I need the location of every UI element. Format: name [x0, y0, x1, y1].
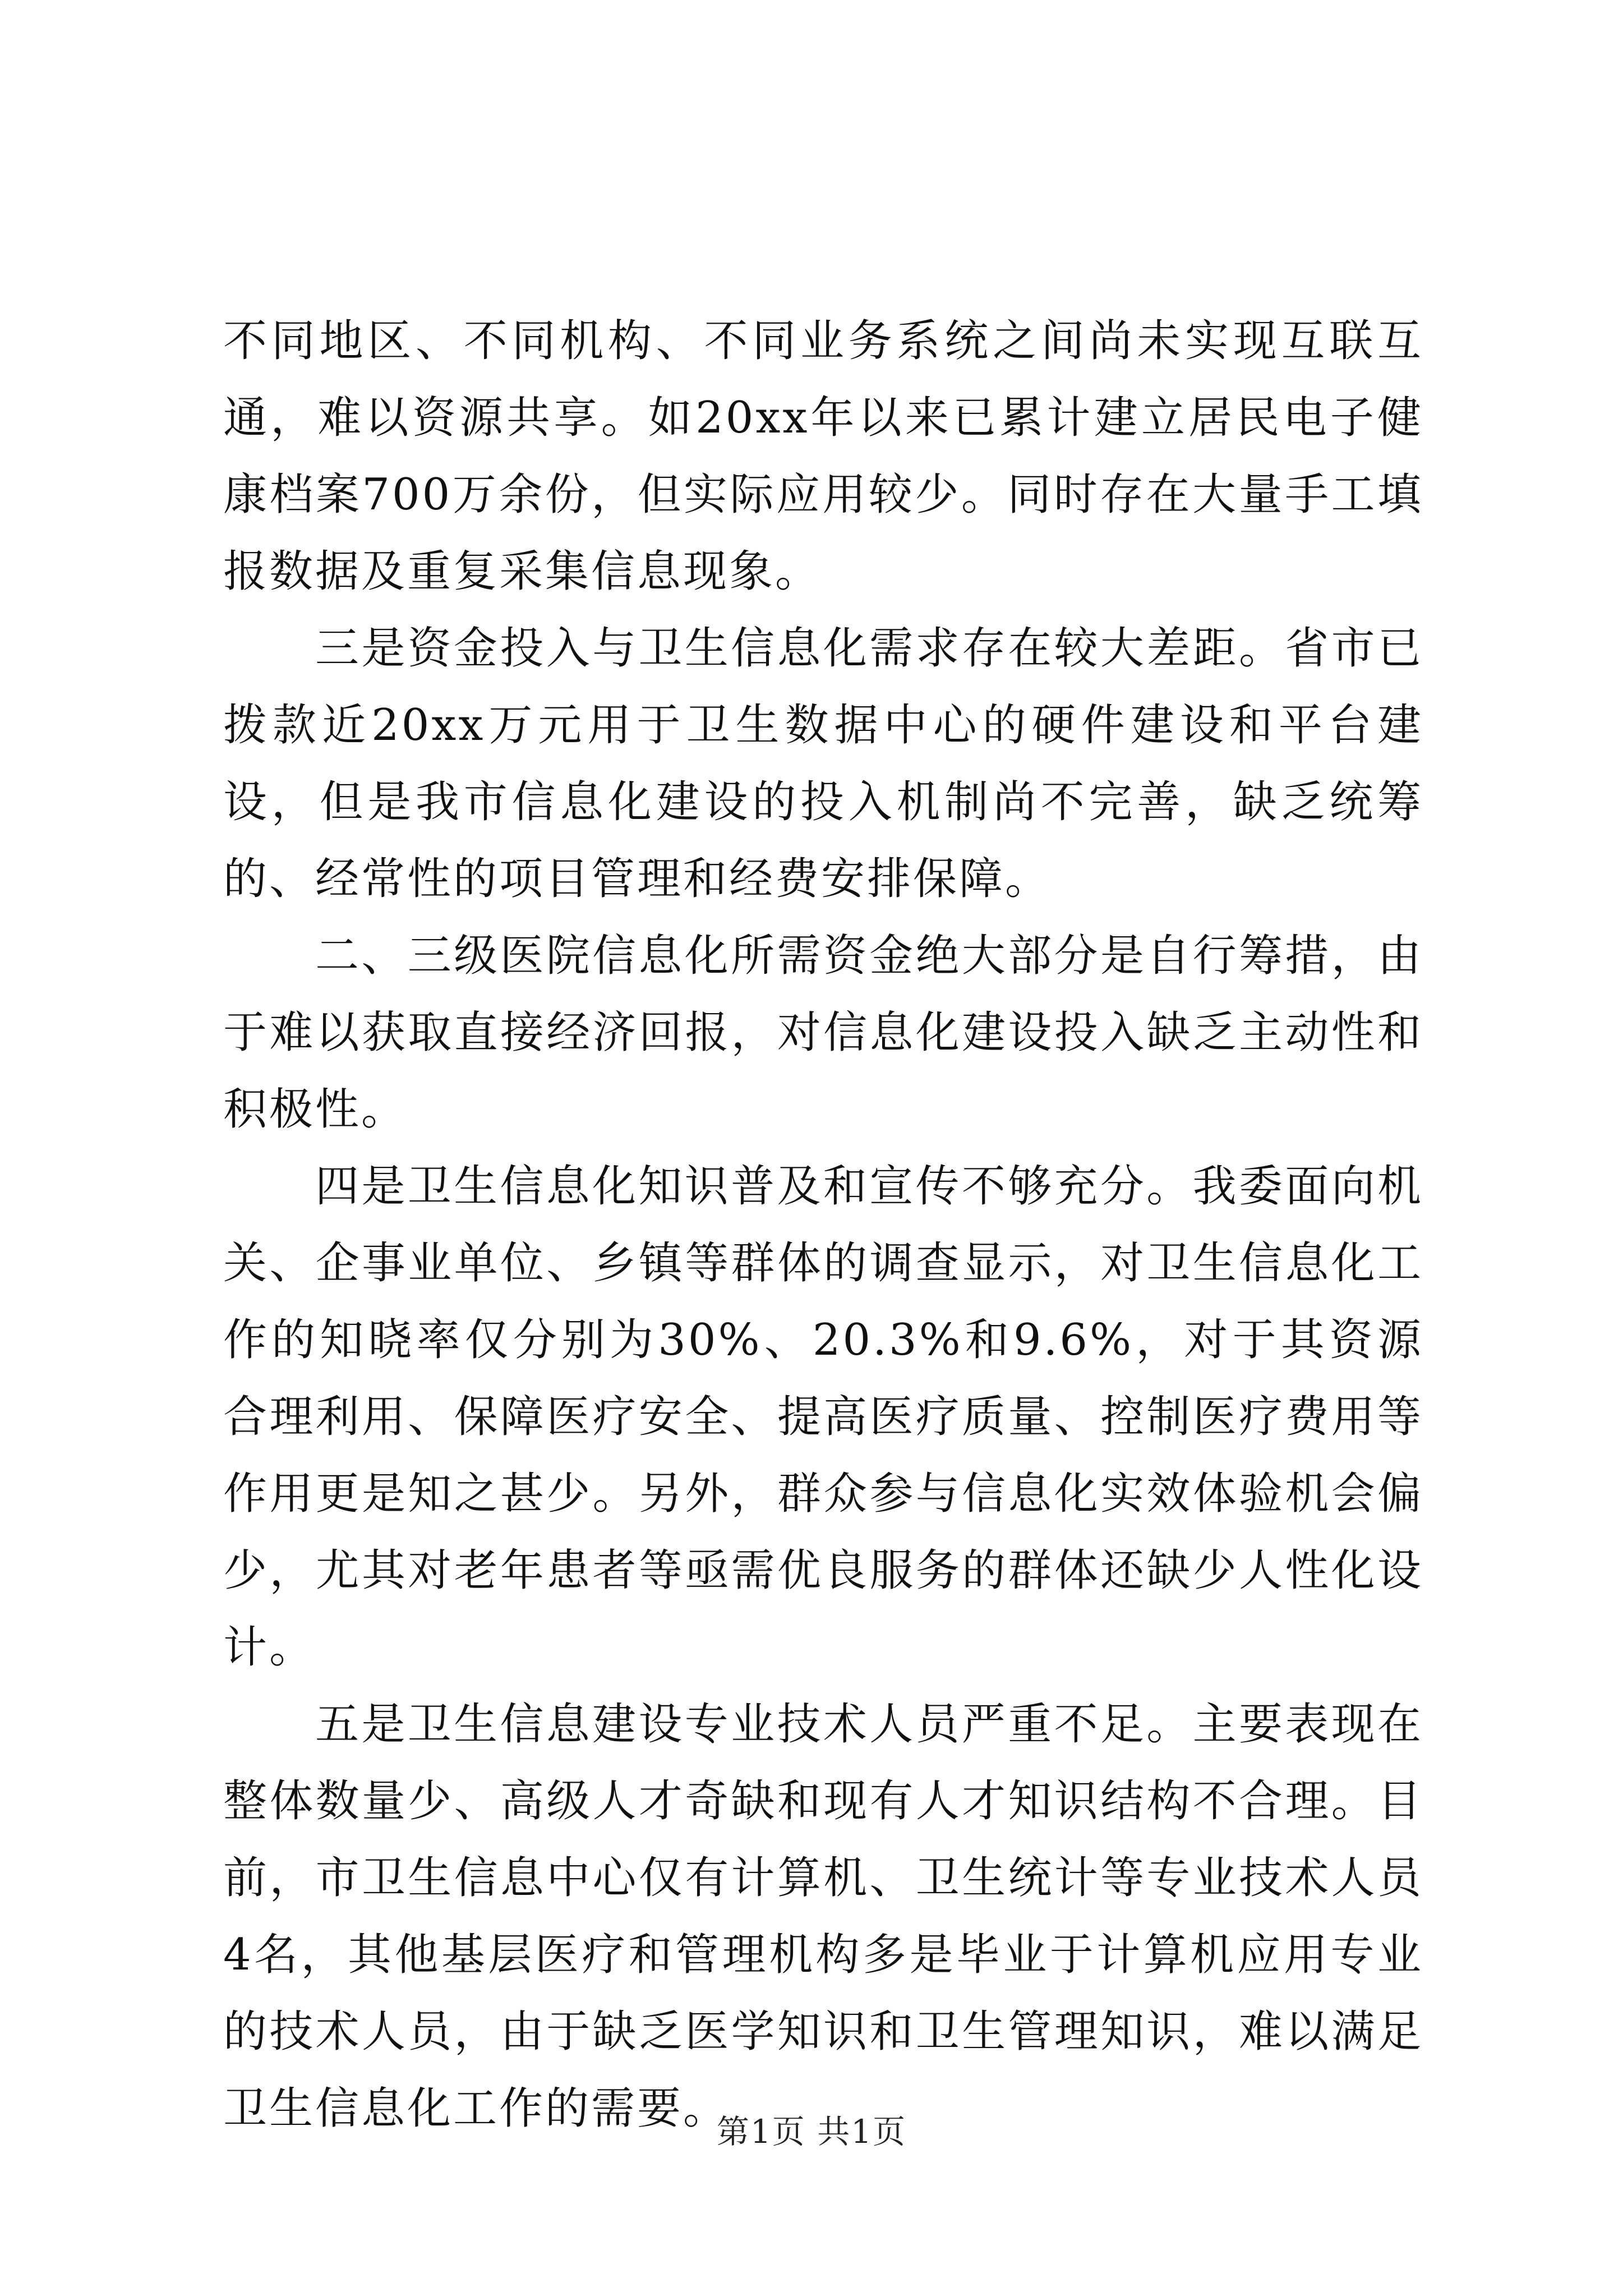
paragraph-funding-gap: 三是资金投入与卫生信息化需求存在较大差距。省市已拨款近20xx万元用于卫生数据中心的硬件建设和平台建设，但是我市信息化建设的投入机制尚不完善，缺乏统筹的、经常性的项目管理和经费安排保障。 — [223, 623, 1423, 904]
paragraph-continuation: 不同地区、不同机构、不同业务系统之间尚未实现互联互通，难以资源共享。如20xx年以来已累计建立居民电子健康档案700万余份，但实际应用较少。同时存在大量手工填报数据及重复采集信息现象。 — [223, 316, 1423, 597]
document-body — [223, 303, 1423, 2147]
paragraph-staffing: 五是卫生信息建设专业技术人员严重不足。主要表现在整体数量少、高级人才奇缺和现有人才知识结构不合理。目前，市卫生信息中心仅有计算机、卫生统计等专业技术人员4名，其他基层医疗和管理机构多是毕业于计算机应用专业的技术人员，由于缺乏医学知识和卫生管理知识，难以满足卫生信息化工作的需要。 — [223, 1699, 1423, 2134]
page-number-footer: 第1页 共1页 — [716, 2113, 907, 2151]
paragraph-hospital-funding: 二、三级医院信息化所需资金绝大部分是自行筹措，由于难以获取直接经济回报，对信息化建设投入缺乏主动性和积极性。 — [223, 931, 1423, 1135]
paragraph-awareness: 四是卫生信息化知识普及和宣传不够充分。我委面向机关、企事业单位、乡镇等群体的调查显示，对卫生信息化工作的知晓率仅分别为30%、20.3%和9.6%，对于其资源合理利用、保障医疗安全、提高医疗质量、控制医疗费用等作用更是知之甚少。另外，群众参与信息化实效体验机会偏少，尤其对老年患者等亟需优良服务的群体还缺少人性化设计。 — [223, 1161, 1423, 1673]
